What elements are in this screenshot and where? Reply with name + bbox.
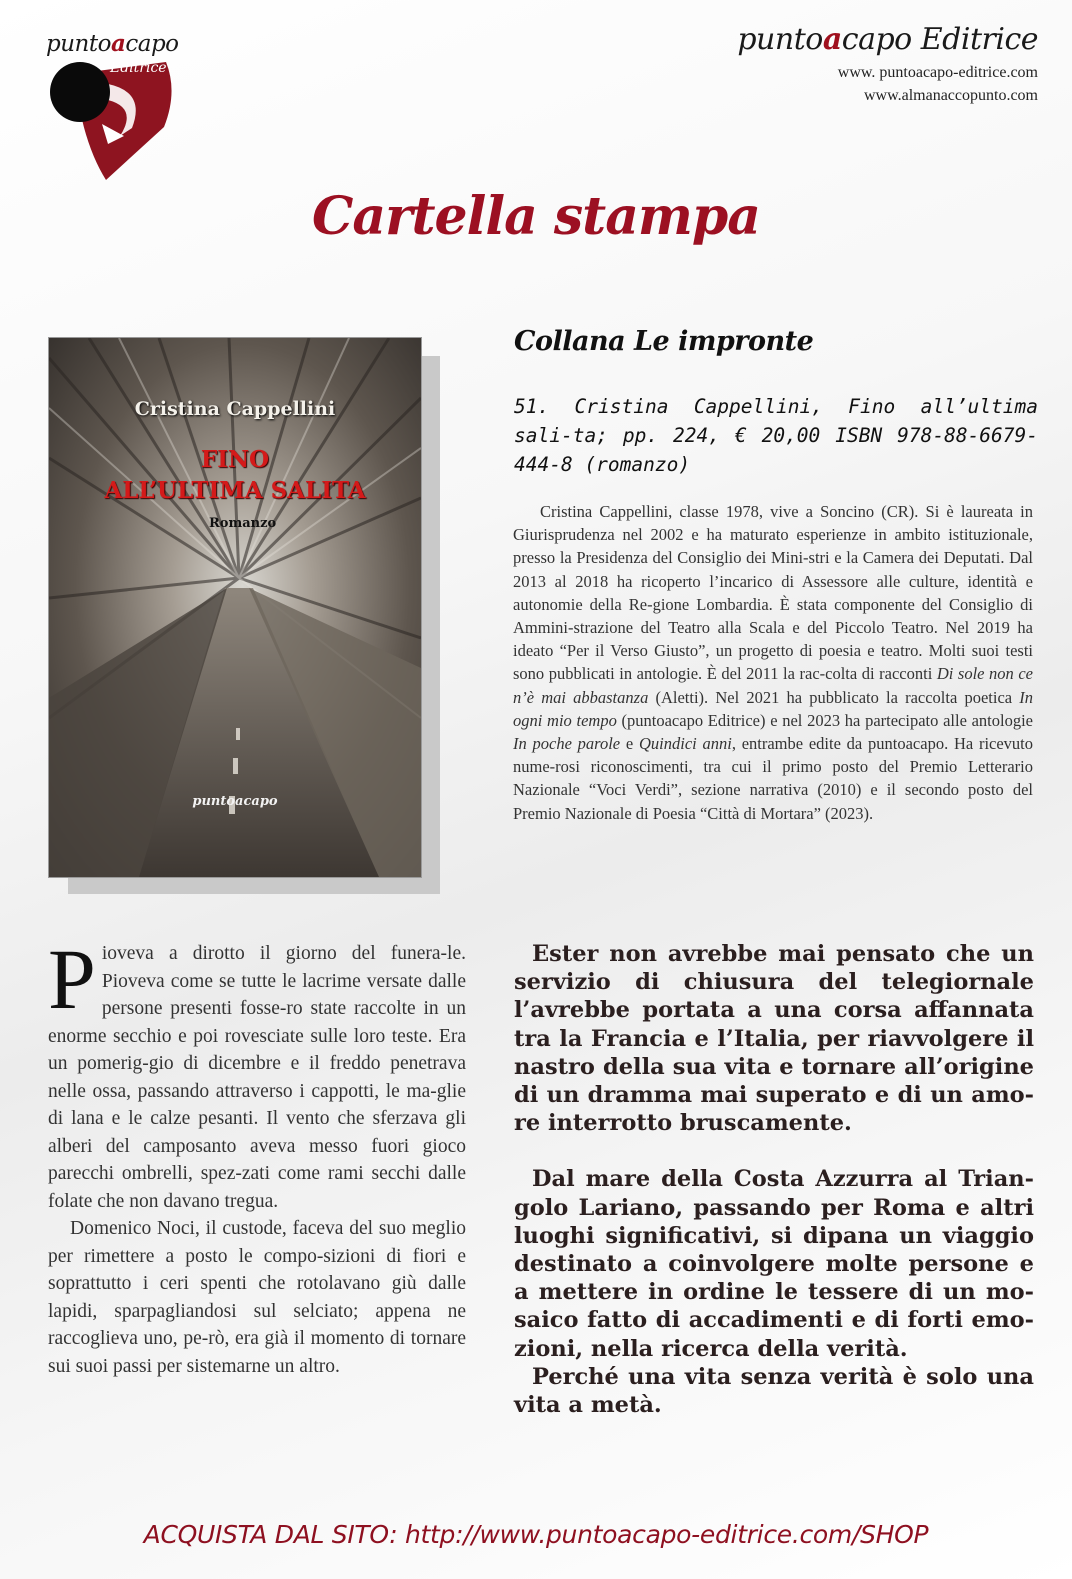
logo-wordmark: puntoacapo xyxy=(46,30,179,57)
synopsis-paragraph-3: Perché una vita senza verità è solo una vita a metà. xyxy=(514,1363,1034,1419)
excerpt-dropcap: P xyxy=(48,931,96,1027)
synopsis-paragraph-1: Ester non avrebbe mai pensato che un servizio di chiusura del telegiornale l’avrebbe portata a una corsa affannata tra la Francia e l’Italia, per riavvolgere il nastro della sua vita e tornare all’origine di un dramma mai superato e di un amo-re interrotto bruscamente. xyxy=(514,941,1034,1137)
almanac-website[interactable]: www.almanaccopunto.com xyxy=(863,87,1038,104)
logo-subtitle: Editrice xyxy=(110,60,167,76)
synopsis-paragraph-2: Dal mare della Costa Azzurra al Trian-golo Lariano, passando per Roma e altri luoghi significativi, si dipana un viaggio destinato a coinvolgere molte persone e a mettere in ordine le tessere di un mo-saico fatto di accadimenti e di forti emo-zioni, nella ricerca della verità. xyxy=(514,1166,1034,1362)
book-ref-title: Fino all’ultima sali-ta xyxy=(514,395,1038,447)
publisher-website[interactable]: www. puntoacapo-editrice.com xyxy=(837,64,1038,81)
cover-publisher: puntoacapo xyxy=(192,794,278,809)
cover-genre: Romanzo xyxy=(209,516,277,531)
book-reference: 51. Cristina Cappellini, Fino all’ultima sali-ta; pp. 224, € 20,00 ISBN 978-88-6679-444-8 (romanzo) xyxy=(514,395,1038,476)
series-heading: Collana Le impronte xyxy=(514,326,814,357)
cover-title-line1: FINO xyxy=(200,446,270,473)
book-cover xyxy=(48,337,422,878)
cover-title-line2: ALL’ULTIMA SALITA xyxy=(104,477,366,504)
publisher-name: puntoacapo Editrice xyxy=(737,22,1038,57)
cover-author: Cristina Cappellini xyxy=(134,398,336,420)
excerpt-paragraph-2: Domenico Noci, il custode, faceva del suo meglio per rimettere a posto le compo-sizioni di fiori e soprattutto i ceri spenti che rotolavano giù dalle lapidi, sparpagliandosi sul selciato; appena ne raccoglieva uno, pe-rò, era già il momento di tornare sui suoi passi per sistemarne un altro. xyxy=(48,1218,466,1377)
book-synopsis xyxy=(514,940,1034,1419)
author-bio: Cristina Cappellini, classe 1978, vive a Soncino (CR). Si è laureata in Giurisprudenza nel 2002 e ha maturato esperienze in ambito istituzionale, presso la Presidenza del Consiglio dei Mini-stri e la Camera dei Deputati. Dal 2013 al 2018 ha ricoperto l’incarico di Assessore alle culture, identità e autonomie della Re-gione Lombardia. È stata componente del Consiglio di Ammini-strazione del Teatro alla Scala e del Piccolo Teatro. Nel 2019 ha ideato “Per il Verso Giusto”, un progetto di poesia e teatro. Molti suoi testi sono pubblicati in antologie. È del 2011 la rac-colta di racconti Di sole non ce n’è mai abbastanza (Aletti). Nel 2021 ha pubblicato la raccolta poetica In ogni mio tempo (puntoacapo Editrice) e nel 2023 ha partecipato alle antologie In poche parole e Quindici anni, entrambe edite da puntoacapo. Ha ricevuto nume-rosi riconoscimenti, tra cui il primo posto del Premio Letterario Nazionale “Voci Verdi”, sezione narrativa (2010) e il secondo posto del Premio Nazionale di Poesia “Città di Mortara” (2023). xyxy=(513,502,1034,823)
book-excerpt: Pioveva a dirotto il giorno del funera-le. Pioveva come se tutte le lacrime versate dalle persone presenti fosse-ro state raccolte in un enorme secchio e poi rovesciate sulle loro teste. Era un pomerig-gio di dicembre e il freddo penetrava nelle ossa, passando attraverso i cappotti, le ma-glie di lana e le calze pesanti. Il vento che sferzava gli alberi del camposanto aveva messo fuori gioco parecchi ombrelli, spez-zati come rami secchi dalle folate che non davano tregua. Domenico Noci, il custode, faceva del suo meglio per rimettere a posto le compo-sizioni di fiori e soprattutto i ceri spenti che rotolavano giù dalle lapidi, sparpagliandosi sul selciato; appena ne raccoglieva uno, pe-rò, era già il momento di tornare sui suoi passi per sistemarne un altro. xyxy=(48,940,466,1380)
shop-link[interactable]: ACQUISTA DAL SITO: http://www.puntoacapo-editrice.com/SHOP xyxy=(143,1520,929,1549)
page-title: Cartella stampa xyxy=(312,186,760,247)
